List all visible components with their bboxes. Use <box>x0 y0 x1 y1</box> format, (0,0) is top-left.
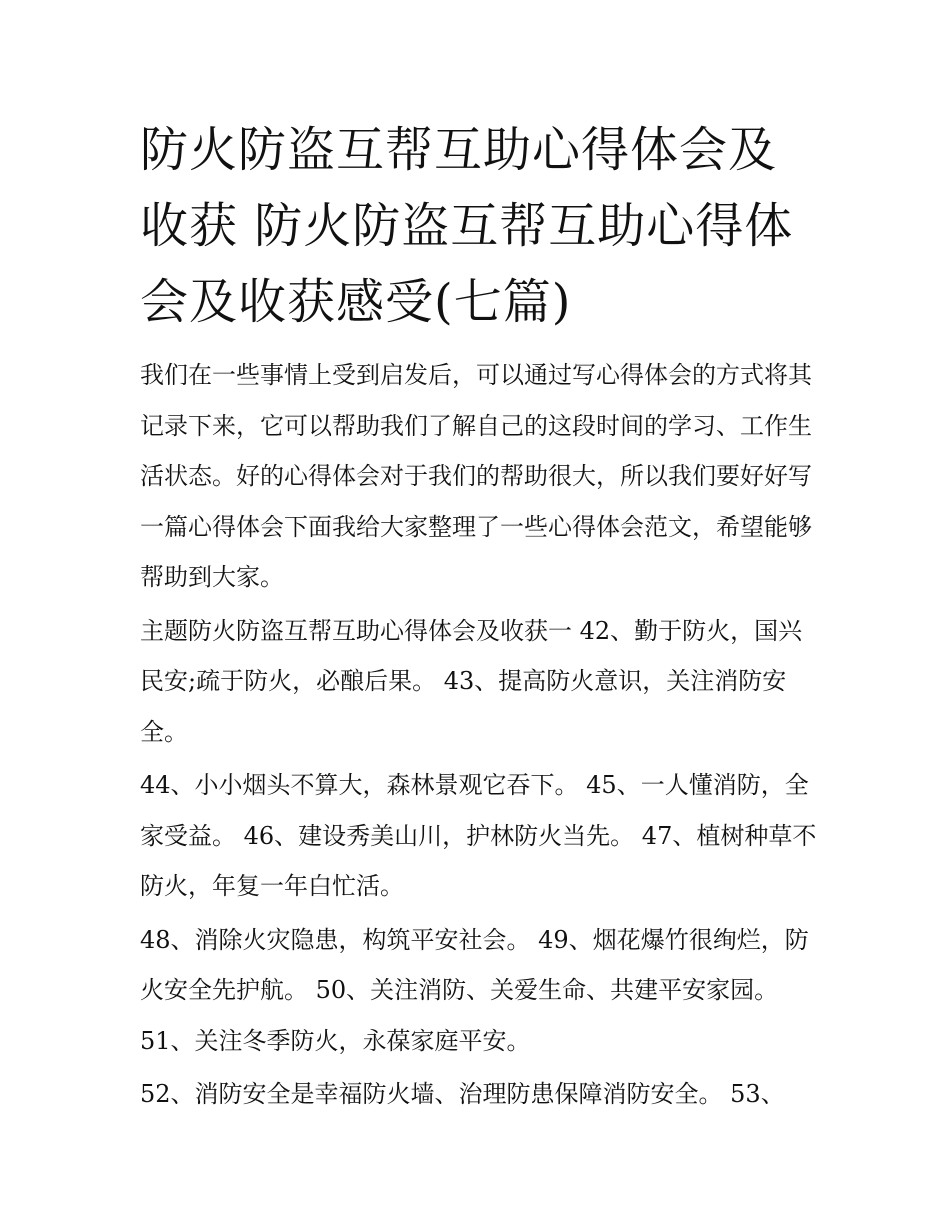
body-paragraph: 主题防火防盗互帮互助心得体会及收获一 42、勤于防火，国兴民安;疏于防火，必酿后果。 43、提高防火意识，关注消防安全。 <box>140 616 803 746</box>
document-title: 防火防盗互帮互助心得体会及收获 防火防盗互帮互助心得体会及收获感受(七篇) <box>140 122 794 330</box>
intro-paragraph: 我们在一些事情上受到启发后，可以通过写心得体会的方式将其记录下来，它可以帮助我们了解自己的这段时间的学习、工作生活状态。好的心得体会对于我们的帮助很大，所以我们要好好写一篇心得体会下面我给大家整理了一些心得体会范文，希望能够帮助到大家。 <box>140 361 812 591</box>
body-paragraph: 44、小小烟头不算大，森林景观它吞下。 45、一人懂消防，全家受益。 46、建设秀美山川，护林防火当先。 47、植树种草不防火，年复一年白忙活。 <box>140 771 817 900</box>
body-paragraph: 52、消防安全是幸福防火墙、治理防患保障消防安全。 53、 <box>140 1080 785 1108</box>
body-paragraph: 48、消除火灾隐患，构筑平安社会。 49、烟花爆竹很绚烂，防火安全先护航。 50、关注消防、关爱生命、共建平安家园。 51、关注冬季防火，永葆家庭平安。 <box>140 925 809 1055</box>
document-page <box>140 112 820 1120</box>
